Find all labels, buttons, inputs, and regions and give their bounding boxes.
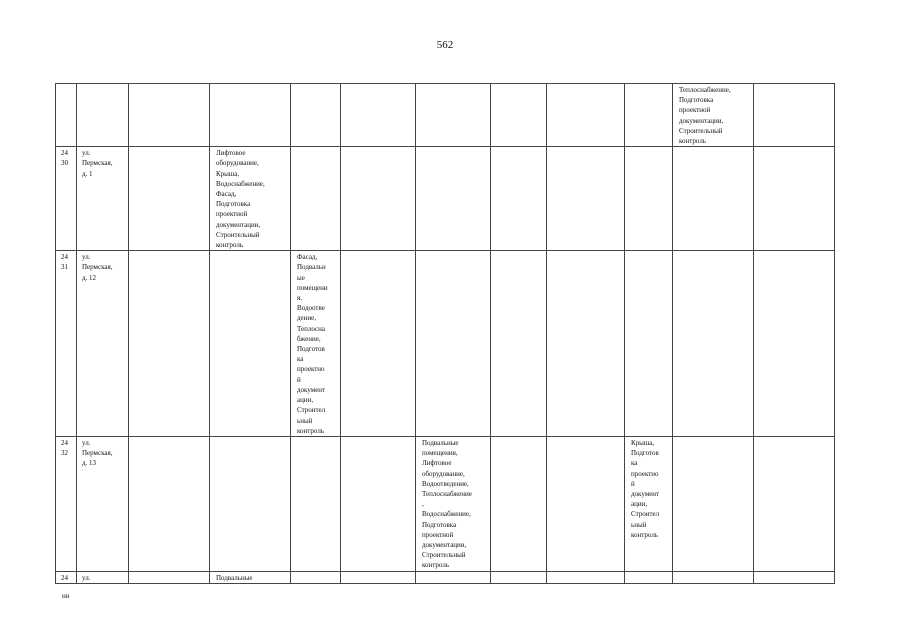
- table-row: [56, 147, 835, 251]
- works-cell: Фасад, Подвальн ые помещени я, Водоотве дение, Теплосна бжение, Подготов ка проектно й документ ации, Строител ьный контроль: [291, 251, 341, 437]
- works-cell: [129, 251, 210, 437]
- works-cell: [491, 84, 547, 147]
- address-cell: ул. Пермская, д. 1: [77, 147, 129, 251]
- address-cell: ул. Пермская, д. 13: [77, 436, 129, 571]
- works-cell: [416, 251, 491, 437]
- works-cell: [491, 571, 547, 583]
- works-cell: [754, 251, 835, 437]
- works-cell: [625, 251, 673, 437]
- works-cell: [547, 436, 625, 571]
- works-cell: [673, 571, 754, 583]
- works-cell: [754, 436, 835, 571]
- works-cell: [210, 251, 291, 437]
- row-number-cell: 24 31: [56, 251, 77, 437]
- works-cell: [491, 251, 547, 437]
- works-cell: [341, 251, 416, 437]
- works-cell: [491, 436, 547, 571]
- row-number-cell: 24 32: [56, 436, 77, 571]
- works-cell: [547, 84, 625, 147]
- works-cell: [673, 251, 754, 437]
- footer-mark: ни: [62, 592, 70, 600]
- works-cell: [547, 571, 625, 583]
- works-cell: [673, 436, 754, 571]
- row-number-cell: 24 30: [56, 147, 77, 251]
- row-number-cell: 24: [56, 571, 77, 583]
- works-cell: [491, 147, 547, 251]
- works-cell: [129, 147, 210, 251]
- works-cell: [341, 436, 416, 571]
- works-cell: [547, 147, 625, 251]
- works-cell: [754, 147, 835, 251]
- works-cell: [129, 571, 210, 583]
- works-cell: [341, 571, 416, 583]
- works-cell: [291, 84, 341, 147]
- works-cell: [291, 147, 341, 251]
- works-cell: Подвальные: [210, 571, 291, 583]
- works-cell: [416, 147, 491, 251]
- works-cell: [291, 571, 341, 583]
- table-row: [56, 571, 835, 583]
- works-cell: [754, 571, 835, 583]
- works-cell: [673, 147, 754, 251]
- table-row: [56, 251, 835, 437]
- row-number-cell: [56, 84, 77, 147]
- address-cell: ул. Пермская, д. 12: [77, 251, 129, 437]
- works-cell: [625, 571, 673, 583]
- works-cell: Теплоснабжение, Подготовка проектной документации, Строительный контроль: [673, 84, 754, 147]
- works-cell: [129, 84, 210, 147]
- table-row: [56, 436, 835, 571]
- works-cell: [625, 147, 673, 251]
- works-cell: [129, 436, 210, 571]
- works-cell: Крыша, Подготов ка проектно й документ ации, Строител ьный контроль: [625, 436, 673, 571]
- works-cell: [416, 84, 491, 147]
- works-cell: [210, 436, 291, 571]
- works-cell: Лифтовое оборудование, Крыша, Водоснабжение, Фасад, Подготовка проектной документации, Строительный контроль: [210, 147, 291, 251]
- address-cell: [77, 84, 129, 147]
- works-cell: [341, 147, 416, 251]
- works-cell: [547, 251, 625, 437]
- works-cell: [291, 436, 341, 571]
- works-table: [55, 83, 835, 584]
- works-cell: [341, 84, 416, 147]
- works-cell: [210, 84, 291, 147]
- page-number: 562: [436, 39, 454, 51]
- table-row: [56, 84, 835, 147]
- address-cell: ул.: [77, 571, 129, 583]
- works-cell: [754, 84, 835, 147]
- works-cell: [416, 571, 491, 583]
- works-cell: Подвальные помещения, Лифтовое оборудование, Водоотведение, Теплоснабжение , Водоснабжение, Подготовка проектной документации, Строительный контроль: [416, 436, 491, 571]
- works-cell: [625, 84, 673, 147]
